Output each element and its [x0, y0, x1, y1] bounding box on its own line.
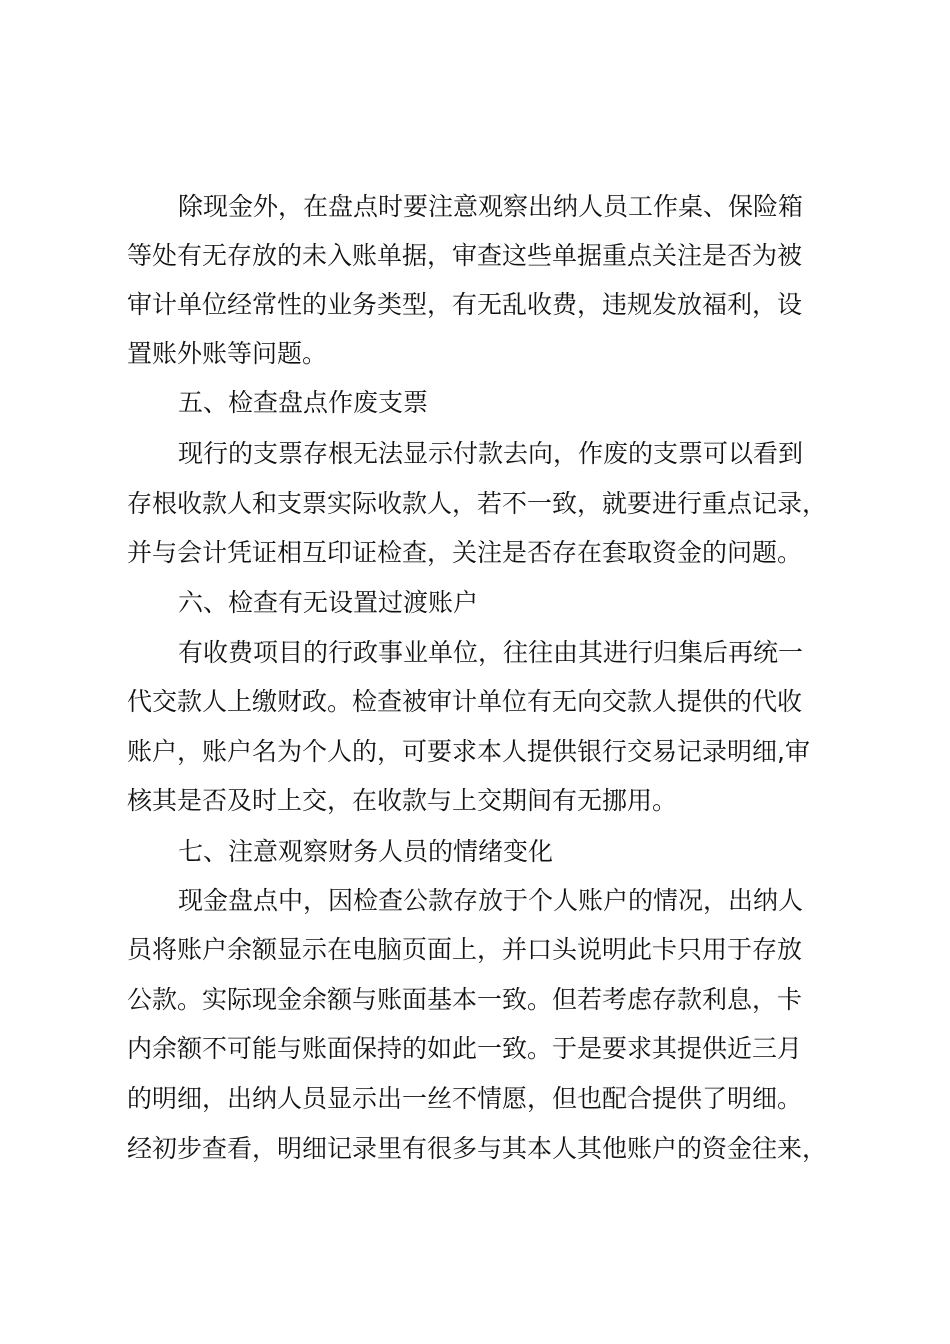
- paragraph-line: 代交款人上缴财政。检查被审计单位有无向交款人提供的代收: [127, 687, 803, 716]
- paragraph-line: 置账外账等问题。: [127, 339, 328, 368]
- section-heading-5: 五、检查盘点作废支票: [178, 388, 429, 417]
- paragraph-line: 经初步查看，明细记录里有很多与其本人其他账户的资金往来，: [127, 1134, 828, 1163]
- paragraph-line: 的明细，出纳人员显示出一丝不情愿，但也配合提供了明细。: [127, 1084, 803, 1113]
- paragraph-line: 账户，账户名为个人的，可要求本人提供银行交易记录明细,审: [127, 737, 810, 766]
- paragraph-line: 内余额不可能与账面保持的如此一致。于是要求其提供近三月: [127, 1034, 803, 1063]
- paragraph-line: 存根收款人和支票实际收款人，若不一致，就要进行重点记录，: [127, 489, 828, 518]
- paragraph-line: 现金盘点中，因检查公款存放于个人账户的情况，出纳人: [178, 886, 804, 915]
- paragraph-line: 审计单位经常性的业务类型，有无乱收费，违规发放福利，设: [127, 290, 803, 319]
- section-heading-6: 六、检查有无设置过渡账户: [178, 588, 479, 617]
- paragraph-line: 员将账户余额显示在电脑页面上，并口头说明此卡只用于存放: [127, 935, 803, 964]
- paragraph-line: 核其是否及时上交，在收款与上交期间有无挪用。: [127, 786, 678, 815]
- paragraph-line: 除现金外，在盘点时要注意观察出纳人员工作桌、保险箱: [178, 192, 804, 221]
- paragraph-line: 等处有无存放的未入账单据，审查这些单据重点关注是否为被: [127, 241, 803, 270]
- paragraph-line: 并与会计凭证相互印证检查，关注是否存在套取资金的问题。: [127, 538, 803, 567]
- paragraph-line: 现行的支票存根无法显示付款去向，作废的支票可以看到: [178, 439, 804, 468]
- section-heading-7: 七、注意观察财务人员的情绪变化: [178, 837, 554, 866]
- paragraph-line: 有收费项目的行政事业单位，往往由其进行归集后再统一: [178, 638, 804, 667]
- paragraph-line: 公款。实际现金余额与账面基本一致。但若考虑存款利息，卡: [127, 985, 803, 1014]
